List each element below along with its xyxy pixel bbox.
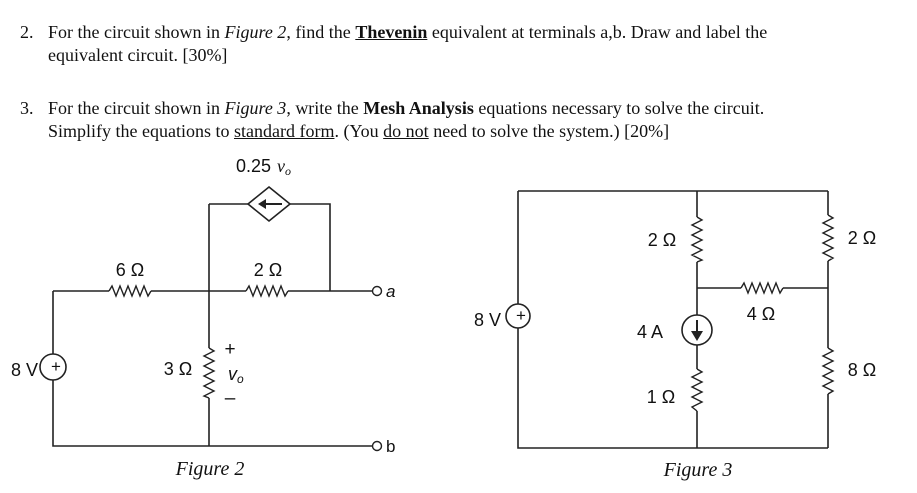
terminal-a: [373, 287, 382, 296]
vo-label: vo: [228, 364, 244, 386]
figure-reference: Figure 2: [224, 22, 287, 42]
label-4ohm: 4 Ω: [746, 304, 776, 324]
resistor-3ohm: [204, 348, 214, 398]
keyword: Thevenin: [355, 22, 428, 42]
arrow-head-icon: [691, 331, 703, 341]
figure-3-caption: Figure 3: [663, 459, 733, 481]
label-3ohm: 3 Ω: [163, 359, 193, 379]
figure-2-circuit: [11, 156, 396, 480]
wire: [53, 291, 372, 446]
resistor-6ohm: [109, 286, 151, 296]
source-plus: +: [516, 306, 526, 325]
question-number: 2.: [20, 22, 34, 42]
question-text: For the circuit shown in Figure 3, write the Mesh Analysis equations necessary to solve the circuit. Simplify the equations to standard form. (You do not need to solve the system.) [20%]: [48, 98, 765, 141]
source-label: 8 V: [473, 310, 501, 330]
terminal-a-label: a: [386, 282, 396, 301]
resistor-1ohm: [692, 369, 702, 411]
resistor-8ohm: [823, 348, 833, 394]
terminal-b: [373, 442, 382, 451]
dep-source-label: 0.25 vo: [236, 156, 292, 178]
label-4A: 4 A: [636, 322, 664, 342]
source-label: 8 V: [10, 360, 38, 380]
label-1ohm: 1 Ω: [646, 387, 676, 407]
resistor-4ohm: [741, 283, 783, 293]
figure-reference: Figure 3: [224, 98, 287, 118]
figure-3-circuit: [474, 191, 876, 481]
figure-2-caption: Figure 2: [175, 458, 245, 480]
source-plus: +: [51, 357, 61, 376]
question-number: 3.: [20, 98, 34, 118]
resistor-2ohm-top: [692, 217, 702, 262]
resistor-2ohm: [246, 286, 288, 296]
vo-minus: –: [224, 388, 236, 409]
label-2ohm-top: 2 Ω: [647, 230, 677, 250]
keyword: Mesh Analysis: [363, 98, 474, 118]
label-6ohm: 6 Ω: [115, 260, 145, 280]
question-text: For the circuit shown in Figure 2, find the Thevenin equivalent at terminals a,b. Draw and label the equivalent circuit. [30%]: [48, 22, 768, 65]
label-2ohm: 2 Ω: [253, 260, 283, 280]
label-2ohm-right: 2 Ω: [847, 228, 877, 248]
terminal-b-label: b: [386, 437, 396, 456]
label-8ohm: 8 Ω: [847, 360, 877, 380]
vo-plus: +: [224, 339, 236, 360]
resistor-2ohm-right: [823, 215, 833, 261]
